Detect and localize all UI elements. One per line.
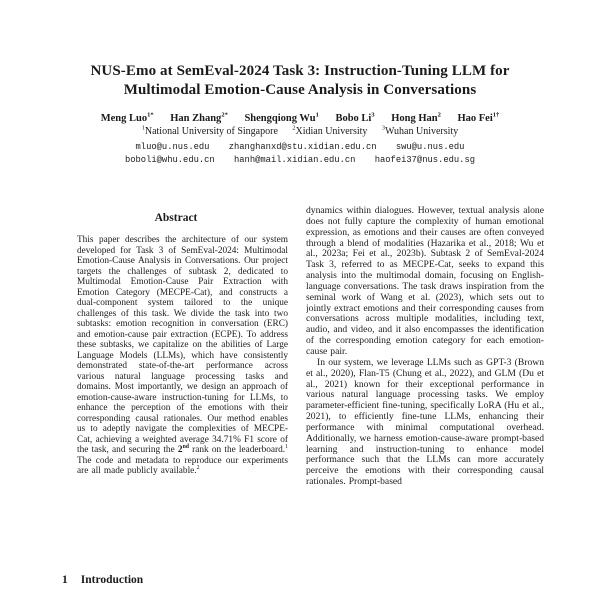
author-superscript: 3 [371, 111, 375, 119]
body-paragraph: In our system, we leverage LLMs such as GPT-3 (Brown et al., 2020), Flan-T5 (Chung et al., 2022), and GLM (Du et al., 2021) known for their exceptional performance in various natural language processing tasks. We employ parameter-efficient fine-tuning, specifically LoRA (Hu et al., 2021), to efficiently fine-tune LLMs, enhancing their performance with minimal computational overhead. Additionally, we harness emotion-cause-aware prompt-based learning and instruction-tuning to enhance model performance such that the LLMs can more accurately perceive the emotions with their corresponding causal rationales. Prompt-based [306, 356, 544, 488]
paper-title-line-1: NUS-Emo at SemEval-2024 Task 3: Instruction-Tuning LLM for [90, 63, 510, 79]
section-title: Introduction [80, 574, 144, 586]
author-name: Hao Fei [457, 113, 493, 124]
email-address: boboli@whu.edu.cn [124, 155, 215, 165]
footnote-ref-2: 2 [196, 464, 200, 471]
section-number: 1 [62, 574, 68, 586]
abstract-heading: Abstract [154, 212, 198, 224]
rank-ordinal-suffix: nd [182, 443, 189, 450]
email-address: zhanghanxd@stu.xidian.edu.cn [228, 142, 377, 152]
abstract-text [77, 235, 288, 477]
affiliation-name: Xidian University [295, 126, 368, 137]
author-name: Hong Han [391, 113, 438, 124]
paper-title-line-2: Multimodal Emotion-Cause Analysis in Conversations [123, 82, 477, 98]
affiliation-xidian [292, 126, 367, 137]
author-han-zhang [170, 113, 228, 124]
email-line-1 [0, 141, 600, 154]
author-meng-luo [101, 113, 154, 124]
right-column [306, 206, 544, 600]
email-address: swu@u.nus.edu [395, 142, 465, 152]
author-superscript: 2 [437, 111, 441, 119]
email-line-2 [0, 154, 600, 167]
abstract-body-end: The code and metadata to reproduce our experiments are all made publicly available. [77, 455, 288, 476]
affiliation-superscript: 1 [141, 124, 145, 132]
author-hong-han [391, 113, 441, 124]
page-header [0, 62, 600, 167]
footnote-ref-1: 1 [285, 443, 288, 450]
email-address: haofei37@nus.edu.sg [374, 155, 476, 165]
affiliation-name: National University of Singapore [144, 126, 278, 137]
author-shengqiong-wu [244, 113, 318, 124]
abstract-body-start: This paper describes the architecture of our system developed for Task 3 of SemEval-2024: Multimodal Emotion-Cause Analysis in Conversations. Our project targets the challenges of subtask 2, dedicated to Multimodal Emotion-Cause Pair Extraction with Emotion Category (MECPE-Cat), and constructs a dual-component system tailored to the unique challenges of this task. We divide the task into two subtasks: emotion recognition in conversation (ERC) and emotion-cause pair extraction (ECPE). To address these subtasks, we capitalize on the abilities of Large Language Models (LLMs), which have consistently demonstrated state-of-the-art performance across various natural language processing tasks and domains. Most importantly, we design an approach of emotion-cause-aware instruction-tuning for LLMs, to enhance the perception of the emotions with their corresponding causal rationales. Our method enables us to adeptly navigate the complexities of MECPE-Cat, achieving a weighted average 34.71% F1 score of the task, and securing the [77, 235, 288, 455]
author-bobo-li [335, 113, 374, 124]
author-line [0, 113, 600, 124]
abstract-body-mid: rank on the leaderboard. [188, 445, 286, 455]
affiliation-nus [142, 126, 278, 137]
affiliation-line [0, 126, 600, 137]
email-address: hanh@mail.xidian.edu.cn [234, 155, 356, 165]
body-paragraph-continuation: dynamics within dialogues. However, textual analysis alone does not fully capture the complexity of human emotional expression, as emotions and their causes are often conveyed through a blend of modalities (Hazarika et al., 2018; Wu et al., 2023a; Fei et al., 2023b). Subtask 2 of SemEval-2024 Task 3, referred to as MECPE-Cat, seeks to expand this analysis into the multimodal domain, focusing on English-language conversations. The task draws inspiration from the seminal work of Wang et al. (2023), which sets out to jointly extract emotions and their corresponding causes from conversations across multiple modalities, including text, audio, and video, and it also encompasses the identification of the corresponding emotion category for each emotion-cause pair. [306, 206, 544, 357]
affiliation-wuhan [382, 126, 458, 137]
author-name: Bobo Li [335, 113, 372, 124]
email-address: mluo@u.nus.edu [135, 142, 210, 152]
author-name: Han Zhang [170, 113, 222, 124]
author-name: Meng Luo [100, 113, 148, 124]
affiliation-superscript: 3 [381, 124, 386, 132]
author-superscript: 1* [147, 111, 154, 119]
author-superscript: 1† [492, 111, 500, 119]
author-name: Shengqiong Wu [244, 113, 316, 124]
rank-number: 2nd [177, 443, 189, 455]
affiliation-superscript: 2 [292, 124, 296, 132]
affiliation-name: Wuhan University [385, 126, 459, 137]
section-heading-introduction [62, 574, 143, 586]
author-superscript: 1 [315, 111, 319, 119]
paper-title [0, 62, 600, 100]
author-hao-fei [457, 113, 499, 124]
author-superscript: 2* [221, 111, 228, 119]
abstract-section [62, 212, 290, 477]
